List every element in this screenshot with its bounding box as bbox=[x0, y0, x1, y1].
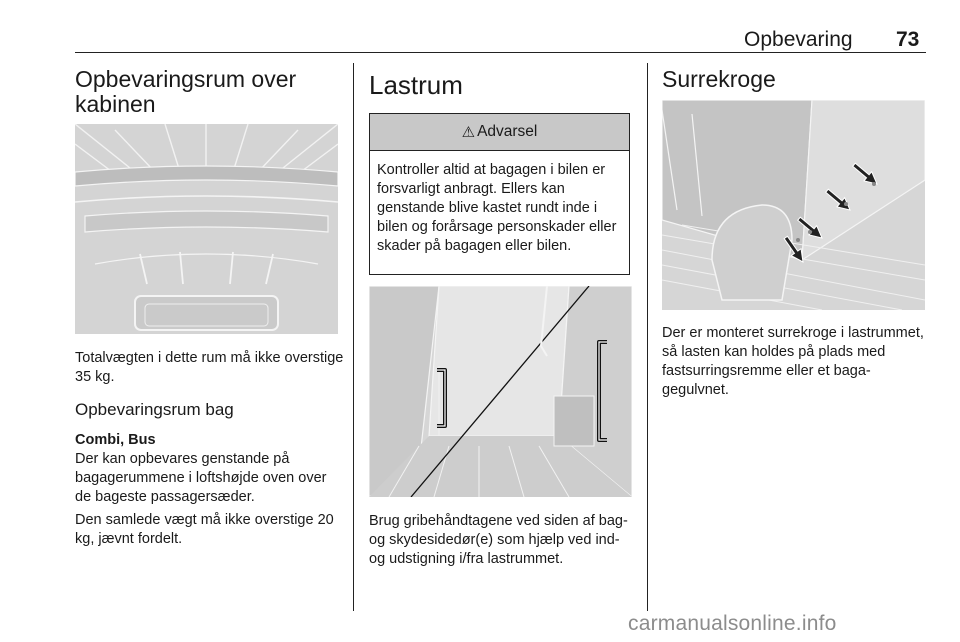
warning-header bbox=[370, 114, 629, 151]
cargo-handles-illustration bbox=[369, 286, 632, 497]
watermark: carmanualsonline.info bbox=[628, 612, 837, 635]
tie-hooks-illustration bbox=[662, 100, 925, 310]
warning-text: Kontroller altid at bagagen i bilen er forsvarligt anbragt. Ellers kan genstande blive kastet rundt inde i bilen og forårsage personskader eller skader på bagagen eller bilen. bbox=[377, 162, 617, 254]
header-rule bbox=[75, 52, 926, 53]
variant-label: Combi, Bus bbox=[75, 432, 156, 448]
roof-storage-caption: Totalvægten i dette rum må ikke overstige 35 kg. bbox=[75, 350, 344, 385]
warning-box bbox=[369, 113, 630, 275]
weight-limit-text: Den samlede vægt må ikke overstige 20 kg, jævnt fordelt. bbox=[75, 512, 334, 547]
warning-title: Advarsel bbox=[477, 123, 538, 140]
section-heading-tie-hooks: Surrekroge bbox=[662, 66, 776, 92]
subheading-rear-storage: Opbevaringsrum bag bbox=[75, 400, 234, 419]
column-divider-1 bbox=[353, 63, 354, 611]
rear-storage-text: Der kan opbevares genstande på bagagerummene i loftshøjde oven over de bageste passagersæder. bbox=[75, 451, 327, 505]
roof-storage-illustration bbox=[75, 124, 338, 334]
cargo-handles-caption: Brug gribehåndtagene ved siden af bag- og skydesidedør(e) som hjælp ved ind- og udstigning i/fra lastrummet. bbox=[369, 513, 628, 567]
page-number: 73 bbox=[896, 28, 920, 51]
column-divider-2 bbox=[647, 63, 648, 611]
section-heading-roof-storage: Opbevaringsrum over kabinen bbox=[75, 66, 297, 117]
tie-hooks-caption: Der er monteret surrekroge i lastrummet, så lasten kan holdes på plads med fastsurringsremme eller et bagagegulvnet. bbox=[662, 325, 924, 398]
running-header-title: Opbevaring bbox=[744, 28, 853, 51]
section-heading-cargo: Lastrum bbox=[369, 70, 463, 100]
warning-triangle-icon: ⚠ bbox=[461, 124, 476, 141]
